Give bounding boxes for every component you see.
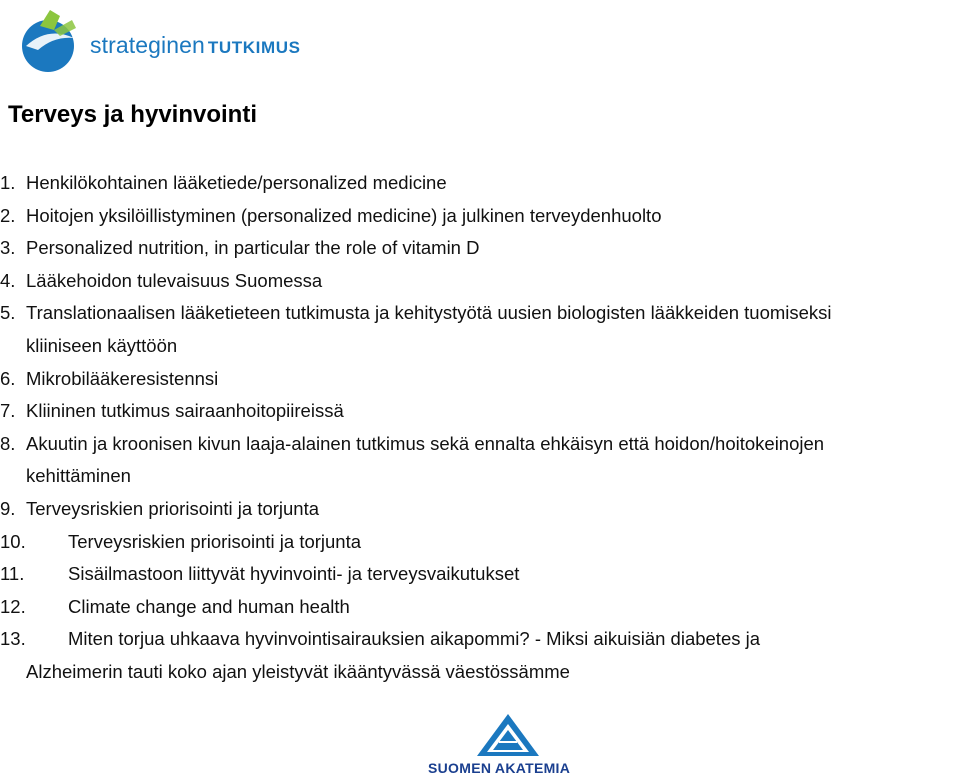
strateginen-tutkimus-logo	[20, 4, 320, 76]
topic-text: Lääkehoidon tulevaisuus Suomessa	[26, 269, 323, 291]
topic-number: 7.	[0, 400, 16, 422]
topic-item-10	[0, 526, 960, 559]
topic-number: 6.	[0, 367, 16, 389]
topic-number: 8.	[0, 432, 16, 454]
topic-number: 10.	[0, 530, 26, 552]
topic-text: Henkilökohtainen lääketiede/personalized medicine	[26, 172, 447, 193]
page-title: Terveys ja hyvinvointi	[8, 101, 257, 128]
topic-item-9	[0, 493, 960, 526]
topic-number: 3.	[0, 237, 16, 259]
topic-text: Personalized nutrition, in particular the role of vitamin D	[26, 237, 480, 259]
topic-text: Akuutin ja kroonisen kivun laaja-alainen tutkimus sekä ennalta ehkäisyn että hoidon/hoitokeinojen	[26, 432, 825, 454]
topic-number: 13.	[0, 628, 26, 650]
topic-item-3	[0, 232, 960, 265]
topic-number: 2.	[0, 204, 16, 226]
topic-item-8	[0, 428, 960, 493]
topic-number: 11.	[0, 563, 25, 585]
topic-item-6	[0, 363, 960, 396]
topic-text-continuation: kehittäminen	[26, 465, 131, 487]
logo-globe-icon	[20, 6, 82, 74]
topic-text: Terveysriskien priorisointi ja torjunta	[68, 530, 362, 552]
topic-text: Hoitojen yksilöillistyminen (personalized medicine) ja julkinen terveydenhuolto	[26, 204, 662, 226]
logo-word-strateginen: strateginen	[90, 32, 205, 58]
topic-item-2	[0, 200, 960, 233]
topic-text: Climate change and human health	[68, 595, 350, 617]
topic-item-5	[0, 297, 960, 362]
topic-text: Translationaalisen lääketieteen tutkimusta ja kehitystyötä uusien biologisten lääkkeiden tuomiseksi	[26, 302, 832, 324]
topic-item-11	[0, 558, 960, 591]
logo-wordmark	[90, 32, 301, 59]
topic-number: 12.	[0, 595, 26, 617]
akatemia-wordmark: SUOMEN AKATEMIA	[428, 760, 571, 776]
topic-item-1	[0, 167, 960, 200]
topic-text: Miten torjua uhkaava hyvinvointisairauksien aikapommi? - Miksi aikuisiän diabetes ja	[68, 628, 761, 650]
logo-word-tutkimus: TUTKIMUS	[207, 38, 301, 57]
topic-text-continuation: Alzheimerin tauti koko ajan yleistyvät ikääntyvässä väestössämme	[26, 660, 570, 682]
topic-text: Sisäilmastoon liittyvät hyvinvointi- ja terveysvaikutukset	[68, 563, 520, 585]
topic-item-4	[0, 265, 960, 298]
topic-number: 9.	[0, 497, 16, 519]
topic-list	[0, 167, 960, 689]
topic-text: Terveysriskien priorisointi ja torjunta	[26, 497, 320, 519]
topic-text: Mikrobilääkeresistennsi	[26, 367, 219, 389]
topic-item-7	[0, 395, 960, 428]
topic-number: 5.	[0, 302, 16, 324]
topic-number: 1.	[0, 172, 16, 193]
akatemia-triangle-icon	[475, 712, 541, 758]
topic-text-continuation: kliiniseen käyttöön	[26, 334, 178, 356]
topic-item-13	[0, 623, 960, 688]
topic-text: Kliininen tutkimus sairaanhoitopiireissä	[26, 400, 344, 422]
topic-item-12	[0, 591, 960, 624]
suomen-akatemia-logo	[428, 712, 588, 780]
topic-number: 4.	[0, 269, 16, 291]
